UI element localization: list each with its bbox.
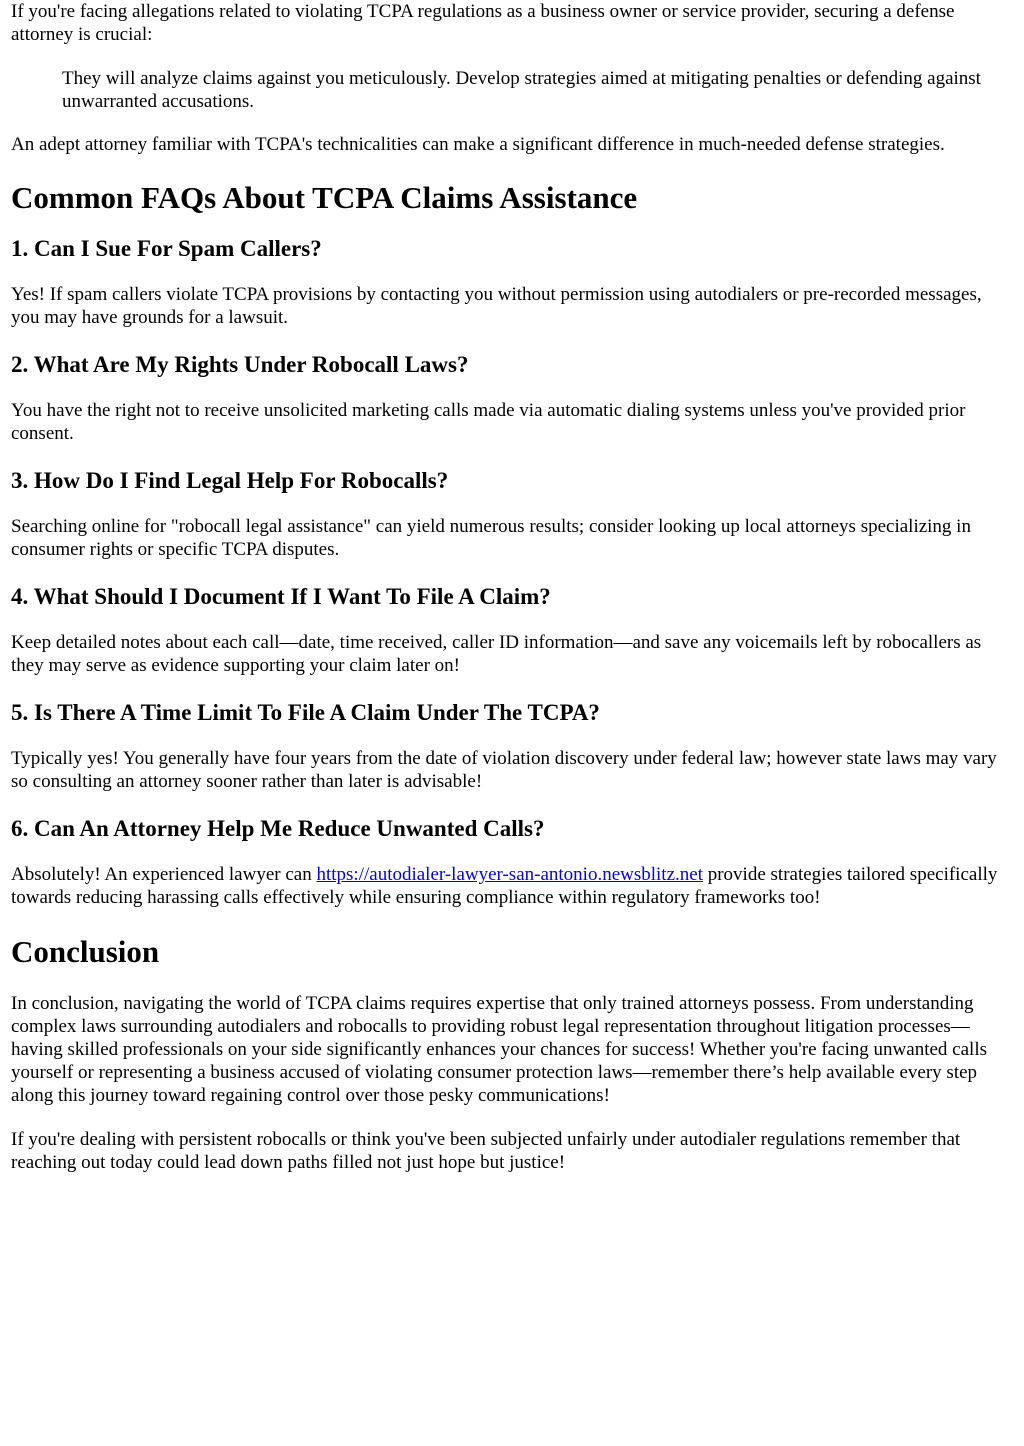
intro-paragraph: If you're facing allegations related to violating TCPA regulations as a business owner or service provider, securing a defense attorney is crucial: xyxy=(11,1,955,45)
faq-question-5: 5. Is There A Time Limit To File A Claim Under The TCPA? xyxy=(11,700,600,725)
faq-question-6: 6. Can An Attorney Help Me Reduce Unwanted Calls? xyxy=(11,816,545,841)
conclusion-paragraph-2: If you're dealing with persistent robocalls or think you've been subjected unfairly under autodialer regulations remember that reaching out today could lead down paths filled not just hope but justice! xyxy=(11,1129,961,1173)
faq-answer-5: Typically yes! You generally have four years from the date of violation discovery under federal law; however state laws may vary so consulting an attorney sooner rather than later is advisable! xyxy=(11,748,997,792)
faq-question-4: 4. What Should I Document If I Want To File A Claim? xyxy=(11,584,551,609)
faq-answer-4: Keep detailed notes about each call—date, time received, caller ID information—and save any voicemails left by robocallers as they may serve as evidence supporting your claim later on! xyxy=(11,632,982,676)
faq-question-3: 3. How Do I Find Legal Help For Robocalls? xyxy=(11,468,449,493)
autodialer-lawyer-link[interactable]: https://autodialer-lawyer-san-antonio.newsblitz.net xyxy=(316,864,703,885)
faq-question-2: 2. What Are My Rights Under Robocall Laws? xyxy=(11,352,469,377)
faq-answer-1: Yes! If spam callers violate TCPA provisions by contacting you without permission using autodialers or pre-recorded messages, you may have grounds for a lawsuit. xyxy=(11,284,982,328)
faq-answer-6-end: provide strategies tailored specifically towards reducing harassing calls effectively while ensuring compliance within regulatory frameworks too! xyxy=(11,864,998,908)
conclusion-paragraph-1: In conclusion, navigating the world of TCPA claims requires expertise that only trained attorneys possess. From understanding complex laws surrounding autodialers and robocalls to providing robust legal representation throughout litigation processes—having skilled professionals on your side significantly enhances your chances for success! Whether you're facing unwanted calls yourself or representing a business accused of violating consumer protection laws—remember there’s help available every step along this journey toward regaining control over those pesky communications! xyxy=(11,993,987,1106)
faq-section-heading: Common FAQs About TCPA Claims Assistance xyxy=(11,180,638,215)
faq-answer-6 xyxy=(11,863,1013,909)
faq-answer-6-start: Absolutely! An experienced lawyer can xyxy=(11,864,317,885)
faq-answer-3: Searching online for "robocall legal assistance" can yield numerous results; consider looking up local attorneys specializing in consumer rights or specific TCPA disputes. xyxy=(11,516,971,560)
conclusion-heading: Conclusion xyxy=(11,934,160,969)
faq-answer-2: You have the right not to receive unsolicited marketing calls made via automatic dialing systems unless you've provided prior consent. xyxy=(11,400,966,444)
faq-question-1: 1. Can I Sue For Spam Callers? xyxy=(11,236,322,261)
indented-quote: They will analyze claims against you meticulously. Develop strategies aimed at mitigating penalties or defending against unwarranted accusations. xyxy=(62,68,981,112)
defense-paragraph: An adept attorney familiar with TCPA's technicalities can make a significant difference in much-needed defense strategies. xyxy=(11,134,945,155)
